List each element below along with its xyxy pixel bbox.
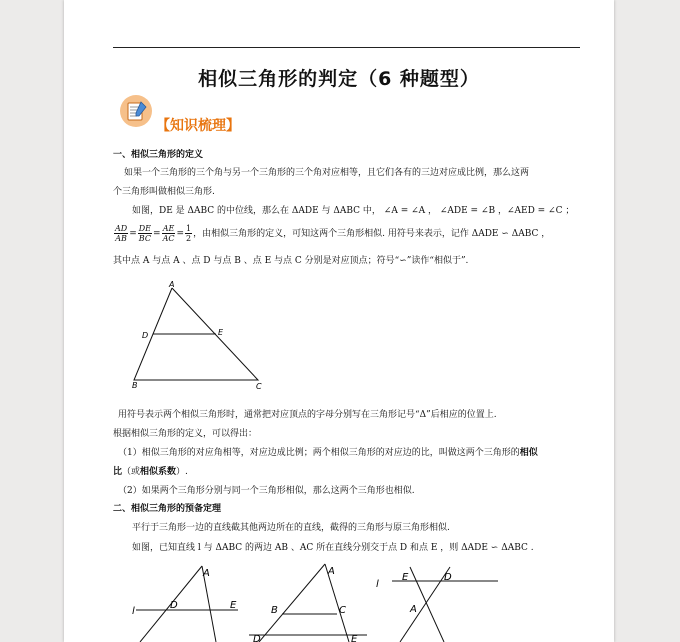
- paragraph: 根据相似三角形的定义，可以得出：: [113, 429, 258, 439]
- notebook-icon: [119, 94, 153, 128]
- label-D: D: [142, 331, 149, 340]
- label-D: D: [170, 600, 178, 611]
- label-D: D: [444, 572, 452, 583]
- fraction: $\frac{AD}{AB}$: [115, 224, 128, 243]
- label-C: C: [256, 382, 262, 391]
- paragraph: （1）相似三角形的对应角相等，对应边成比例；两个相似三角形的对应边的比，叫做这两个三角形的相似: [118, 448, 538, 458]
- paragraph: 其中点 A 与点 A 、点 D 与点 B 、点 E 与点 C 分别是对应顶点；符号“∽”读作“相似于”.: [113, 256, 469, 266]
- paragraph: 如图，已知直线 l 与 ΔABC 的两边 AB 、AC 所在直线分别交于点 D 和点 E ，则 ΔADE ∽ ΔABC .: [132, 543, 534, 553]
- fraction: $\frac{AE}{AC}$: [162, 224, 175, 243]
- label-l: l: [376, 579, 379, 590]
- fraction: $\frac{DE}{BC}$: [138, 224, 152, 243]
- label-E: E: [218, 328, 224, 337]
- label-E: E: [402, 572, 409, 583]
- figure-case-3: [372, 565, 512, 642]
- paragraph: 平行于三角形一边的直线截其他两边所在的直线，截得的三角形与原三角形相似.: [132, 523, 450, 533]
- label-E: E: [351, 634, 358, 642]
- fraction: $\frac{1}{2}$: [186, 224, 192, 243]
- figure-case-1: [130, 562, 256, 642]
- paragraph: 如果一个三角形的三个角与另一个三角形的三个角对应相等，且它们各有的三边对应成比例，那么这两: [124, 168, 530, 178]
- paragraph: （2）如果两个三角形分别与同一个三角形相似，那么这两个三角形也相似.: [118, 486, 415, 496]
- label-D: D: [253, 634, 261, 642]
- paragraph: 比（或相似系数）.: [113, 467, 188, 477]
- label-B: B: [132, 381, 138, 390]
- page-title: 相似三角形的判定（6 种题型）: [198, 68, 480, 90]
- ratio-line: $\frac{AD}{AB}$ = $\frac{DE}{BC}$ = $\frac{AE}{AC}$ = $\frac{1}{2}$ ，由相似三角形的定义，可知这两个三角形相似. 用符号来表示，记作 ΔADE ∽ ΔABC ，: [115, 224, 551, 243]
- header-rule: [113, 47, 580, 48]
- figure-case-2: [249, 562, 369, 642]
- triangle-figure: [128, 280, 268, 392]
- document-page: [64, 0, 614, 642]
- label-A: A: [328, 566, 335, 577]
- paragraph: 用符号表示两个相似三角形时，通常把对应顶点的字母分别写在三角形记号“Δ”后相应的位置上.: [118, 410, 497, 420]
- section-label: 【知识梳理】: [156, 118, 240, 134]
- section-heading-2: 二、相似三角形的预备定理: [113, 504, 222, 514]
- section-heading-1: 一、相似三角形的定义: [113, 150, 204, 160]
- paragraph: 如图，DE 是 ΔABC 的中位线，那么在 ΔADE 与 ΔABC 中， ∠A = ∠A ， ∠ADE = ∠B ，∠AED = ∠C ；: [132, 206, 575, 216]
- label-A: A: [169, 280, 175, 289]
- paragraph: 个三角形叫做相似三角形.: [113, 187, 215, 197]
- label-A: A: [410, 604, 417, 615]
- label-A: A: [203, 568, 210, 579]
- label-C: C: [339, 605, 346, 616]
- label-E: E: [230, 600, 237, 611]
- label-l: l: [132, 606, 135, 617]
- label-B: B: [271, 605, 278, 616]
